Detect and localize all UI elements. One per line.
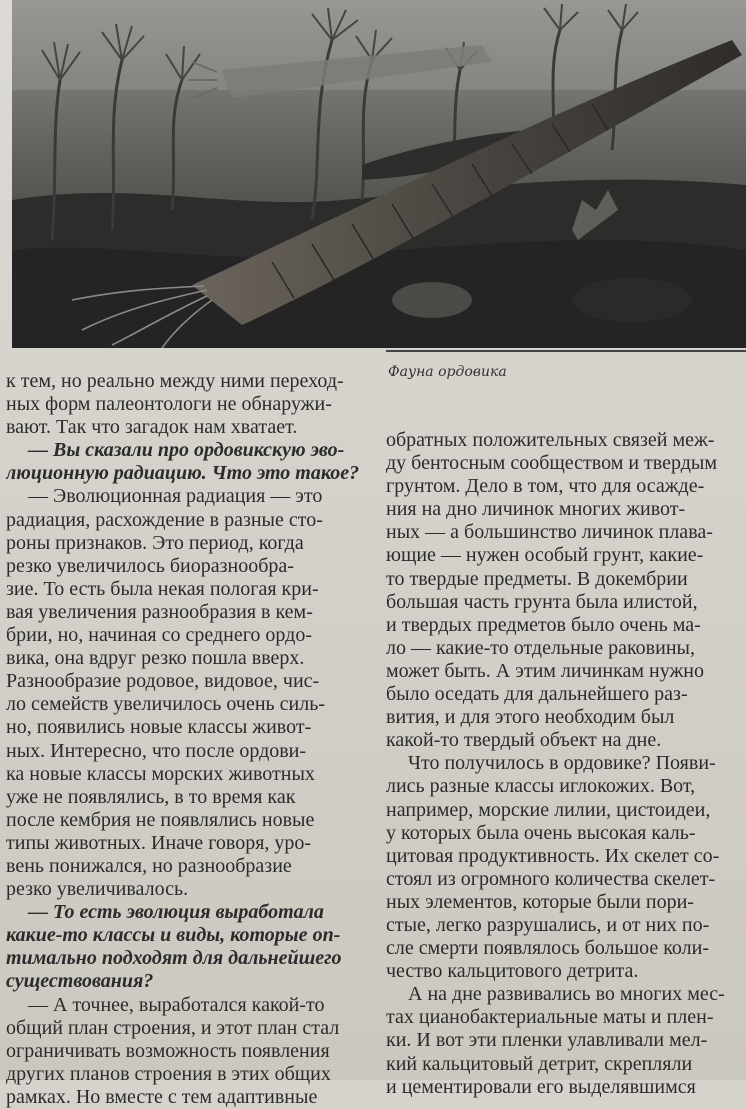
right-text-column bbox=[386, 429, 746, 1099]
text-line: цитовая продуктивность. Их скелет со- bbox=[386, 844, 720, 867]
text-line: А на дне развивались во многих мес- bbox=[408, 983, 725, 1006]
text-line: брии, но, начиная со среднего ордо- bbox=[6, 624, 313, 647]
text-line: Что получилось в ордовике? Появи- bbox=[408, 752, 716, 775]
text-line: и твердых предметов было очень ма- bbox=[386, 613, 701, 636]
text-line: ло — какие-то отдельные раковины, bbox=[386, 636, 695, 659]
text-line: ния на дно личинок многих живот- bbox=[386, 498, 686, 521]
text-line: у которых была очень высокая каль- bbox=[386, 821, 696, 844]
text-line: но, появились новые классы живот- bbox=[6, 716, 312, 739]
text-line: вика, она вдруг резко пошла вверх. bbox=[6, 647, 305, 670]
text-line: к тем, но реально между ними переход- bbox=[6, 370, 344, 392]
text-line: — А точнее, выработался какой-то bbox=[28, 993, 325, 1016]
text-line: Разнообразие родовое, видовое, чис- bbox=[6, 670, 320, 693]
text-line: грунтом. Дело в том, что для осажде- bbox=[386, 475, 705, 498]
text-line: вая увеличения разнообразия в кем- bbox=[6, 600, 313, 623]
text-line: — Вы сказали про ордовикскую эво- bbox=[28, 439, 345, 462]
text-line: стые, легко разрушались, и от них по- bbox=[386, 913, 710, 936]
text-line: других планов строения в этих общих bbox=[6, 1062, 331, 1085]
text-line: ло семейств увеличилось очень силь- bbox=[6, 693, 325, 716]
text-line: резко увеличилось биоразнообра- bbox=[6, 554, 294, 577]
text-line: ющие — нужен особый грунт, какие- bbox=[386, 544, 704, 567]
text-line: — То есть эволюция выработала bbox=[28, 901, 324, 924]
text-line: — Эволюционная радиация — это bbox=[28, 485, 323, 508]
text-line: ограничивать возможность появления bbox=[6, 1039, 330, 1062]
text-line: вают. Так что загадок нам хватает. bbox=[6, 416, 298, 439]
text-line: ных. Интересно, что после ордови- bbox=[6, 739, 307, 762]
text-line: ду бентосным сообществом и твердым bbox=[386, 452, 717, 475]
text-line: люционную радиацию. Что это такое? bbox=[6, 462, 360, 485]
text-line: общий план строения, и этот план стал bbox=[6, 1016, 340, 1039]
text-line: вень понижался, но разнообразие bbox=[6, 854, 292, 877]
ordovician-fauna-illustration bbox=[12, 0, 746, 348]
text-line: рамках. Но вместе с тем адаптивные bbox=[6, 1085, 318, 1108]
text-line: то твердые предметы. В докембрии bbox=[386, 567, 688, 590]
text-line: стоял из огромного количества скелет- bbox=[386, 867, 716, 890]
text-line: может быть. А этим личинкам нужно bbox=[386, 659, 704, 682]
text-line: какой-то твердый объект на дне. bbox=[386, 729, 662, 752]
text-line: существования? bbox=[6, 970, 154, 993]
text-line: тимально подходят для дальнейшего bbox=[6, 947, 342, 970]
text-line: вития, и для этого необходим был bbox=[386, 706, 675, 729]
text-line: радиация, расхождение в разные сто- bbox=[6, 508, 323, 531]
text-line: типы животных. Иначе говоря, уро- bbox=[6, 831, 312, 854]
text-line: например, морские лилии, цистоидеи, bbox=[386, 798, 711, 821]
text-line: ных элементов, которые были пори- bbox=[386, 890, 694, 913]
text-line: ных форм палеонтологи не обнаружи- bbox=[6, 393, 332, 416]
text-line: обратных положительных связей меж- bbox=[386, 429, 715, 451]
text-line: тах цианобактериальные маты и плен- bbox=[386, 1006, 714, 1029]
text-line: резко увеличивалось. bbox=[6, 878, 189, 901]
left-text-column bbox=[6, 370, 378, 1109]
text-line: уже не появлялись, в то время как bbox=[6, 785, 296, 808]
text-line: и цементировали его выделявшимся bbox=[386, 1075, 696, 1098]
text-line: лись разные классы иглокожих. Вот, bbox=[386, 775, 696, 798]
text-line: ка новые классы морских животных bbox=[6, 762, 315, 785]
text-line: чество кальцитового детрита. bbox=[386, 960, 639, 983]
text-line: большая часть грунта была илистой, bbox=[386, 590, 698, 613]
text-line: сле смерти появлялось большое коли- bbox=[386, 937, 709, 960]
caption-rule bbox=[386, 350, 746, 352]
text-line: было оседать для дальнейшего раз- bbox=[386, 683, 688, 706]
figure-caption: Фауна ордовика bbox=[388, 364, 507, 380]
text-line: роны признаков. Это период, когда bbox=[6, 531, 304, 554]
text-line: ных — а большинство личинок плава- bbox=[386, 521, 713, 544]
text-line: после кембрия не появлялись новые bbox=[6, 808, 315, 831]
text-line: какие-то классы и виды, которые оп- bbox=[6, 924, 341, 947]
text-line: кий кальцитовый детрит, скрепляли bbox=[386, 1052, 693, 1075]
text-line: ки. И вот эти пленки улавливали мел- bbox=[386, 1029, 708, 1052]
text-line: зие. То есть была некая пологая кри- bbox=[6, 577, 319, 600]
